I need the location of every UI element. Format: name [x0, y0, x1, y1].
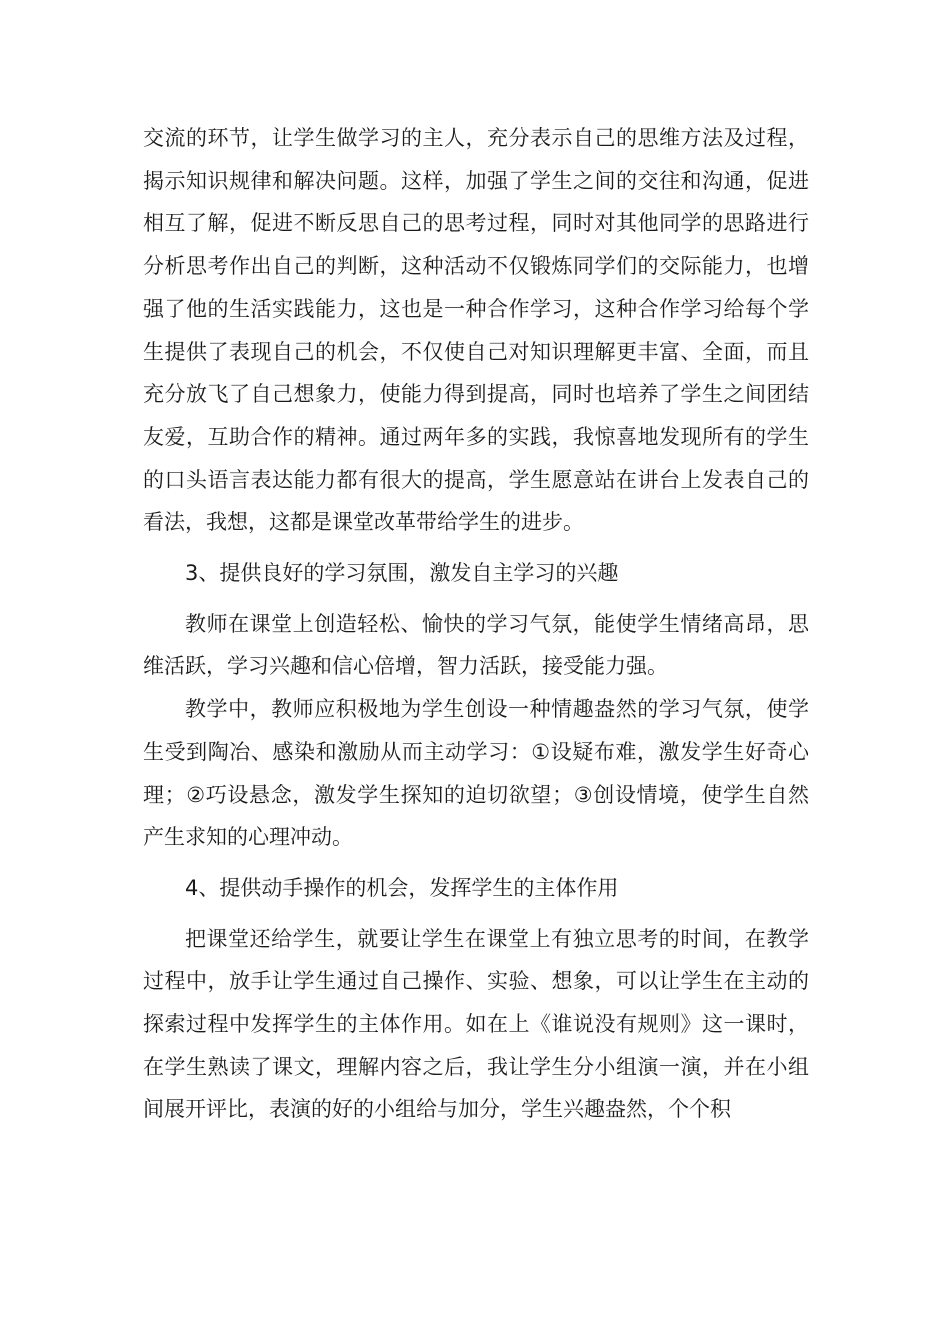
body-paragraph: 把课堂还给学生，就要让学生在课堂上有独立思考的时间，在教学过程中，放手让学生通过自己操作、实验、想象，可以让学生在主动的探索过程中发挥学生的主体作用。如在上《谁说没有规则》这一课时，在学生熟读了课文，理解内容之后，我让学生分小组演一演，并在小组间展开评比，表演的好的小组给与加分，学生兴趣盎然，个个积 — [143, 926, 809, 1122]
body-paragraph: 教师在课堂上创造轻松、愉快的学习气氛，能使学生情绪高昂，思维活跃，学习兴趣和信心倍增，智力活跃，接受能力强。 — [143, 611, 809, 679]
section-heading: 3、提供良好的学习氛围，激发自主学习的兴趣 — [185, 561, 619, 586]
section-heading: 4、提供动手操作的机会，发挥学生的主体作用 — [185, 875, 619, 900]
document-body — [143, 117, 809, 1131]
body-paragraph: 交流的环节，让学生做学习的主人，充分表示自己的思维方法及过程，揭示知识规律和解决问题。这样，加强了学生之间的交往和沟通，促进相互了解，促进不断反思自己的思考过程，同时对其他同学的思路进行分析思考作出自己的判断，这种活动不仅锻炼同学们的交际能力，也增强了他的生活实践能力，这也是一种合作学习，这种合作学习给每个学生提供了表现自己的机会，不仅使自己对知识理解更丰富、全面，而且充分放飞了自己想象力，使能力得到提高，同时也培养了学生之间团结友爱，互助合作的精神。通过两年多的实践，我惊喜地发现所有的学生的口头语言表达能力都有很大的提高，学生愿意站在讲台上发表自己的看法，我想，这都是课堂改革带给学生的进步。 — [143, 126, 809, 535]
body-paragraph: 教学中，教师应积极地为学生创设一种情趣盎然的学习气氛，使学生受到陶冶、感染和激励从而主动学习：①设疑布难，激发学生好奇心理；②巧设悬念，激发学生探知的迫切欲望；③创设情境，使学生自然产生求知的心理冲动。 — [143, 697, 809, 850]
